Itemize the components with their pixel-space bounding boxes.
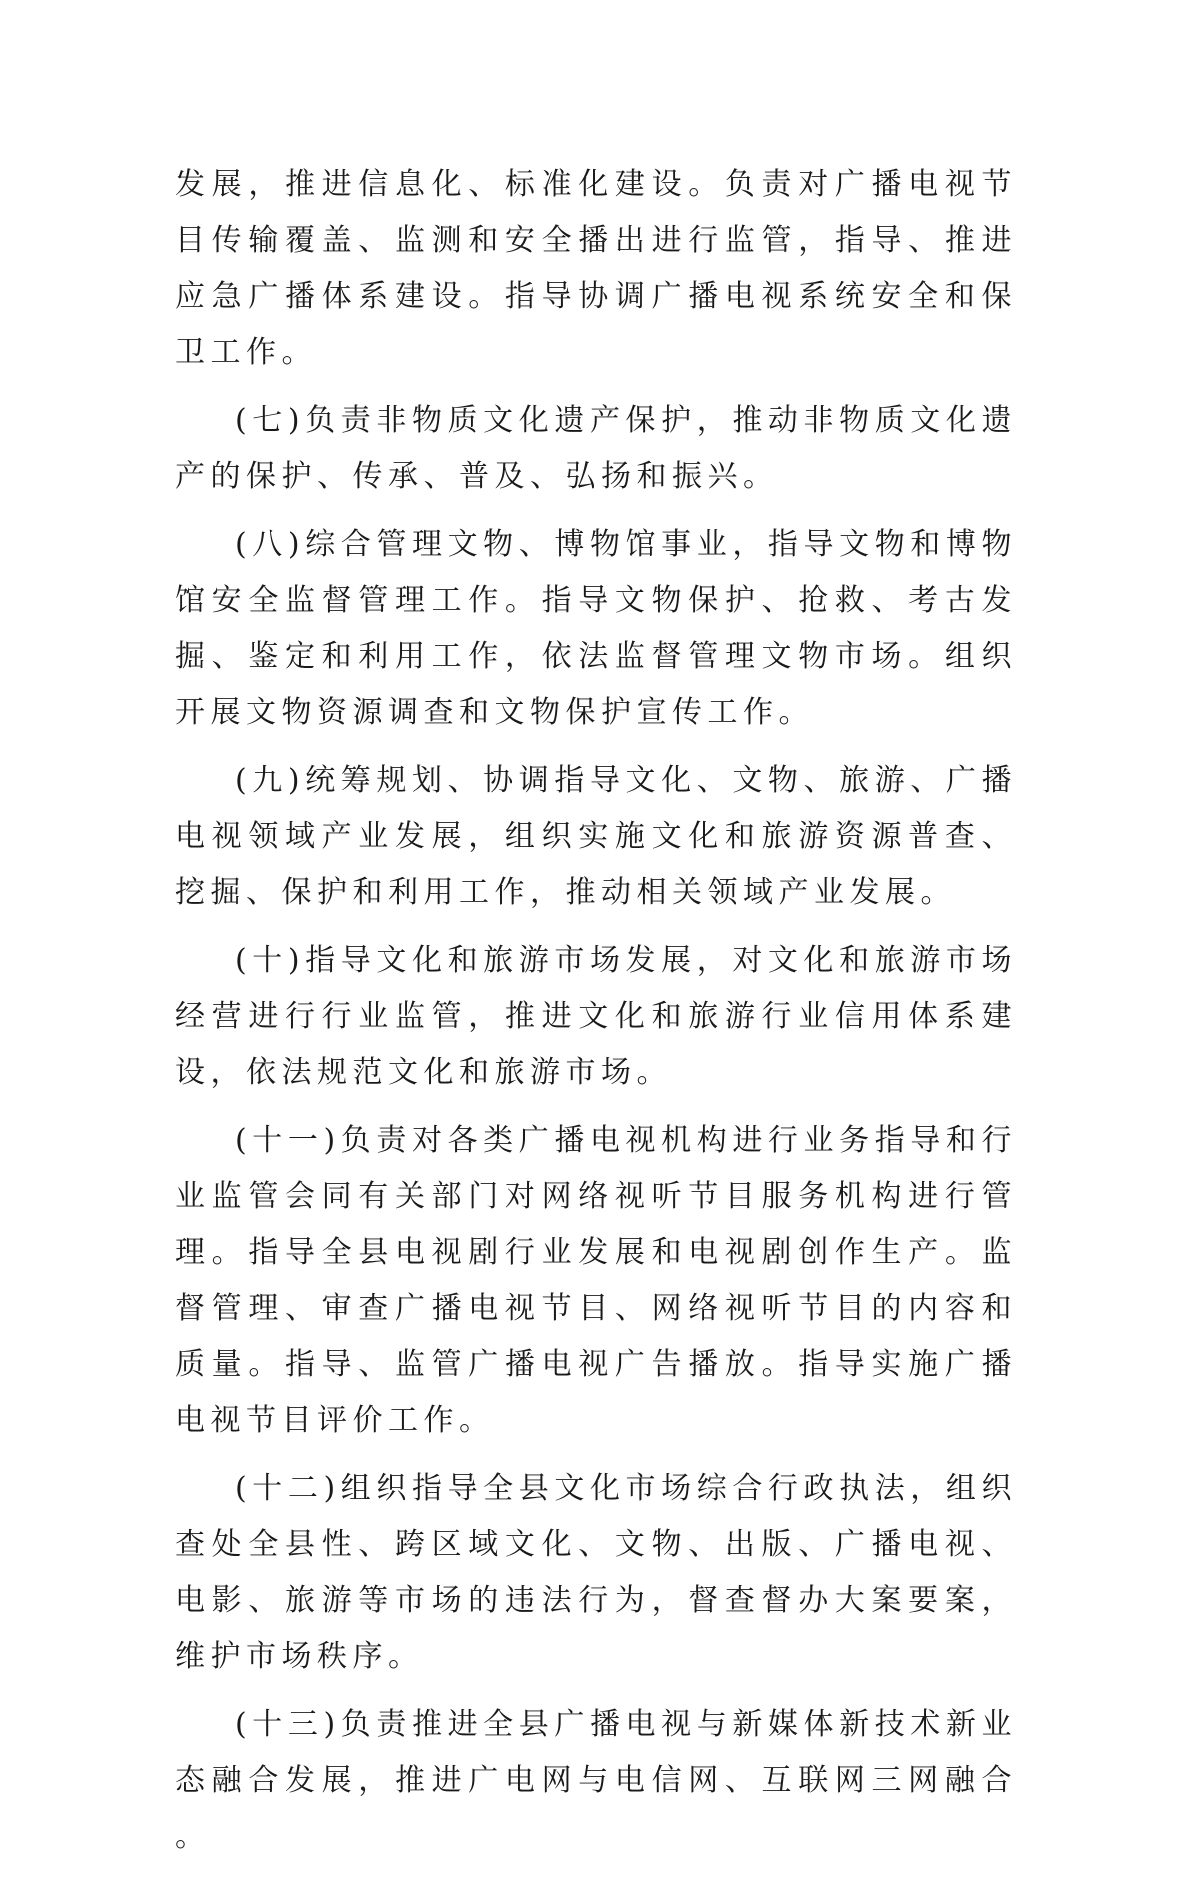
paragraph-item-10: (十)指导文化和旅游市场发展，对文化和旅游市场经营进行行业监管，推进文化和旅游行业信用体系建设，依法规范文化和旅游市场。 [175, 943, 1017, 1090]
paragraph-item-13: (十三)负责推进全县广播电视与新媒体新技术新业态融合发展，推进广电网与电信网、互联网三网融合。 [175, 1707, 1017, 1854]
paragraph-item-8: (八)综合管理文物、博物馆事业，指导文物和博物馆安全监督管理工作。指导文物保护、抢救、考古发掘、鉴定和利用工作，依法监督管理文物市场。组织开展文物资源调查和文物保护宣传工作。 [175, 527, 1017, 730]
paragraph-item-11: (十一)负责对各类广播电视机构进行业务指导和行业监管会同有关部门对网络视听节目服务机构进行管理。指导全县电视剧行业发展和电视剧创作生产。监督管理、审查广播电视节目、网络视听节目的内容和质量。指导、监管广播电视广告播放。指导实施广播电视节目评价工作。 [175, 1123, 1017, 1438]
paragraph-item-9: (九)统筹规划、协调指导文化、文物、旅游、广播电视领域产业发展，组织实施文化和旅游资源普查、挖掘、保护和利用工作，推动相关领域产业发展。 [175, 763, 1017, 910]
paragraph-item-12: (十二)组织指导全县文化市场综合行政执法，组织查处全县性、跨区域文化、文物、出版、广播电视、电影、旅游等市场的违法行为，督查督办大案要案，维护市场秩序。 [175, 1471, 1017, 1674]
paragraph-item-7: (七)负责非物质文化遗产保护，推动非物质文化遗产的保护、传承、普及、弘扬和振兴。 [175, 403, 1017, 494]
document-body [175, 157, 1017, 1877]
paragraph-intro-continuation: 发展，推进信息化、标准化建设。负责对广播电视节目传输覆盖、监测和安全播出进行监管，指导、推进应急广播体系建设。指导协调广播电视系统安全和保卫工作。 [175, 167, 1017, 370]
